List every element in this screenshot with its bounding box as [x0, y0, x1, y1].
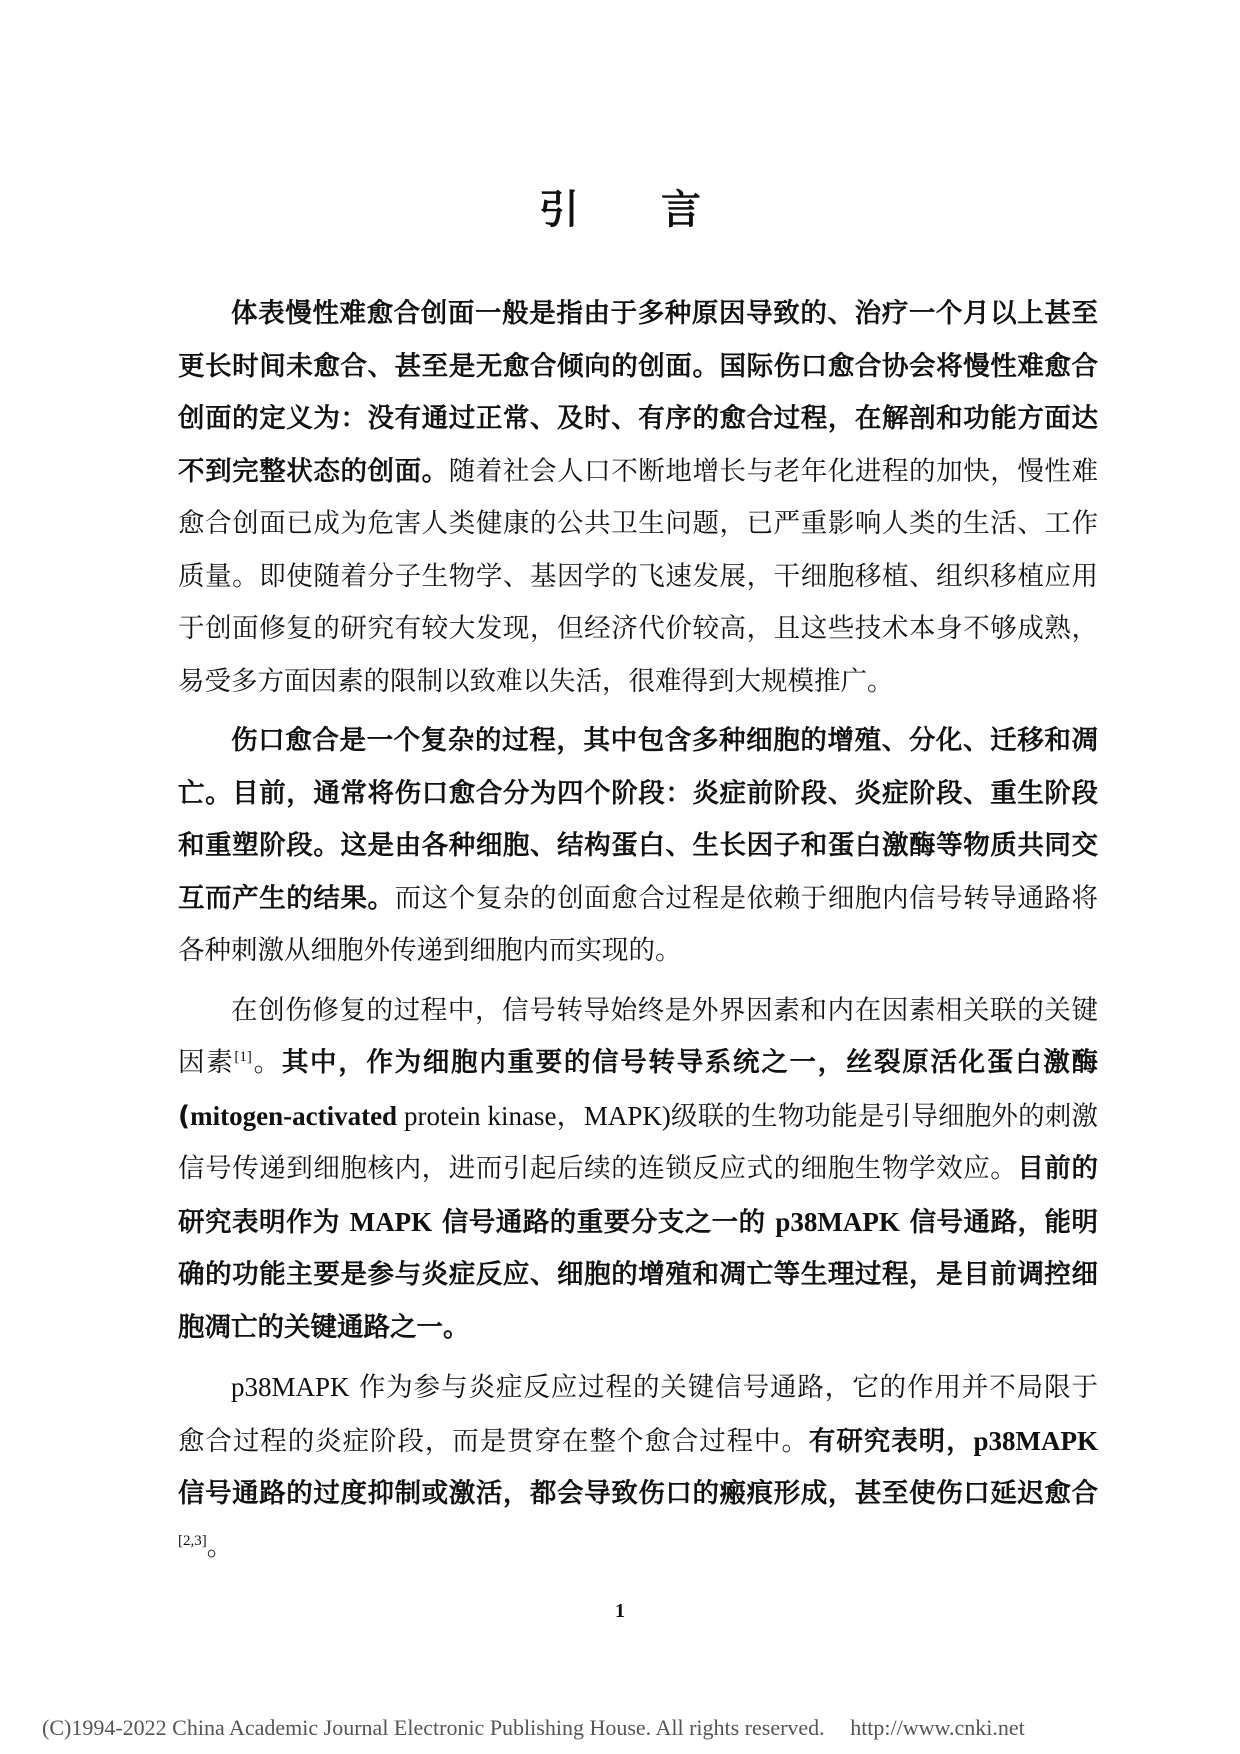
page-number: 1 — [615, 1600, 625, 1622]
body-text — [178, 288, 1098, 1580]
text-segment: 信号通路的过度抑制或激活，都会导致伤口的瘢痕形成，甚至使伤口延迟愈合 — [178, 1478, 1098, 1509]
text-segment: 在创伤修复的过程中，信号转导始终是外界因素和内在因素相关联的关键因素 — [178, 994, 1098, 1078]
text-segment: p38MAPK — [231, 1372, 350, 1402]
paragraph — [178, 985, 1098, 1355]
text-segment: 。 — [251, 1047, 282, 1078]
citation-ref: [2,3] — [178, 1532, 207, 1549]
text-segment: 而这个复杂的创面愈合过程是依赖于细胞内信号转导通路将各种刺激从细胞外传递到细胞内而实现的。 — [178, 882, 1099, 966]
text-segment: protein kinase，MAPK) — [397, 1100, 671, 1131]
text-segment: 信号通路，能明确的功能主要是参与炎症反应、细胞的增殖和凋亡等生理过程，是目前调控细胞凋亡的关键通路之一。 — [178, 1206, 1098, 1343]
paragraph — [178, 288, 1098, 708]
citation-ref: [1] — [234, 1049, 252, 1066]
footer-url: http://www.cnki.net — [850, 1715, 1025, 1740]
text-segment: p38MAPK — [973, 1425, 1099, 1456]
text-segment: 有研究表明， — [808, 1425, 974, 1457]
text-segment: MAPK — [349, 1206, 433, 1237]
text-segment: 目前的研究表明作为 — [178, 1153, 1099, 1238]
text-segment: 伤口愈合是一个复杂的过程，其中包含多种细胞的增殖、分化、迁移和凋亡。目前，通常将伤口愈合分为四个阶段：炎症前阶段、炎症阶段、重生阶段和重塑阶段。这是由各种细胞、结构蛋白、生长因子和蛋白激酶等物质共同交互而产生的结果。 — [178, 725, 1098, 914]
text-segment: 作为参与炎症反应过程的关键信号通路，它的作用并不局限于愈合过程的炎症阶段，而是贯穿在整个愈合过程中。 — [178, 1372, 1098, 1457]
paragraph — [178, 1361, 1098, 1573]
text-segment: 随着社会人口不断地增长与老年化进程的加快，慢性难愈合创面已成为危害人类健康的公共卫生问题，已严重影响人类的生活、工作质量。即使随着分子生物学、基因学的飞速发展，干细胞移植、组织移植应用于创面修复的研究有较大发现，但经济代价较高，且这些技术本身不够成熟，易受多方面因素的限制以致难以失活，很难得到大规模推广。 — [178, 455, 1099, 697]
page-title: 引 言 — [539, 187, 735, 233]
text-segment: 级联的生物功能是引导细胞外的刺激信号传递到细胞核内，进而引起后续的连锁反应式的细胞生物学效应。 — [178, 1100, 1099, 1184]
text-segment: 其中，作为细胞内重要的信号转导系统之一，丝裂原活化蛋白激酶( — [178, 1047, 1098, 1132]
paragraph — [178, 715, 1098, 978]
text-segment: p38MAPK — [775, 1206, 900, 1237]
footer-copyright: (C)1994-2022 China Academic Journal Electronic Publishing House. All rights reserved. — [42, 1715, 825, 1740]
text-segment: 。 — [206, 1530, 234, 1562]
text-segment: mitogen-activated — [190, 1100, 398, 1131]
text-segment: 信号通路的重要分支之一的 — [432, 1206, 776, 1238]
footer — [42, 1715, 1222, 1741]
text-segment: 体表慢性难愈合创面一般是指由于多种原因导致的、治疗一个月以上甚至更长时间未愈合、甚至是无愈合倾向的创面。国际伤口愈合协会将慢性难愈合创面的定义为：没有通过正常、及时、有序的愈合过程，在解剖和功能方面达不到完整状态的创面。 — [178, 298, 1098, 487]
